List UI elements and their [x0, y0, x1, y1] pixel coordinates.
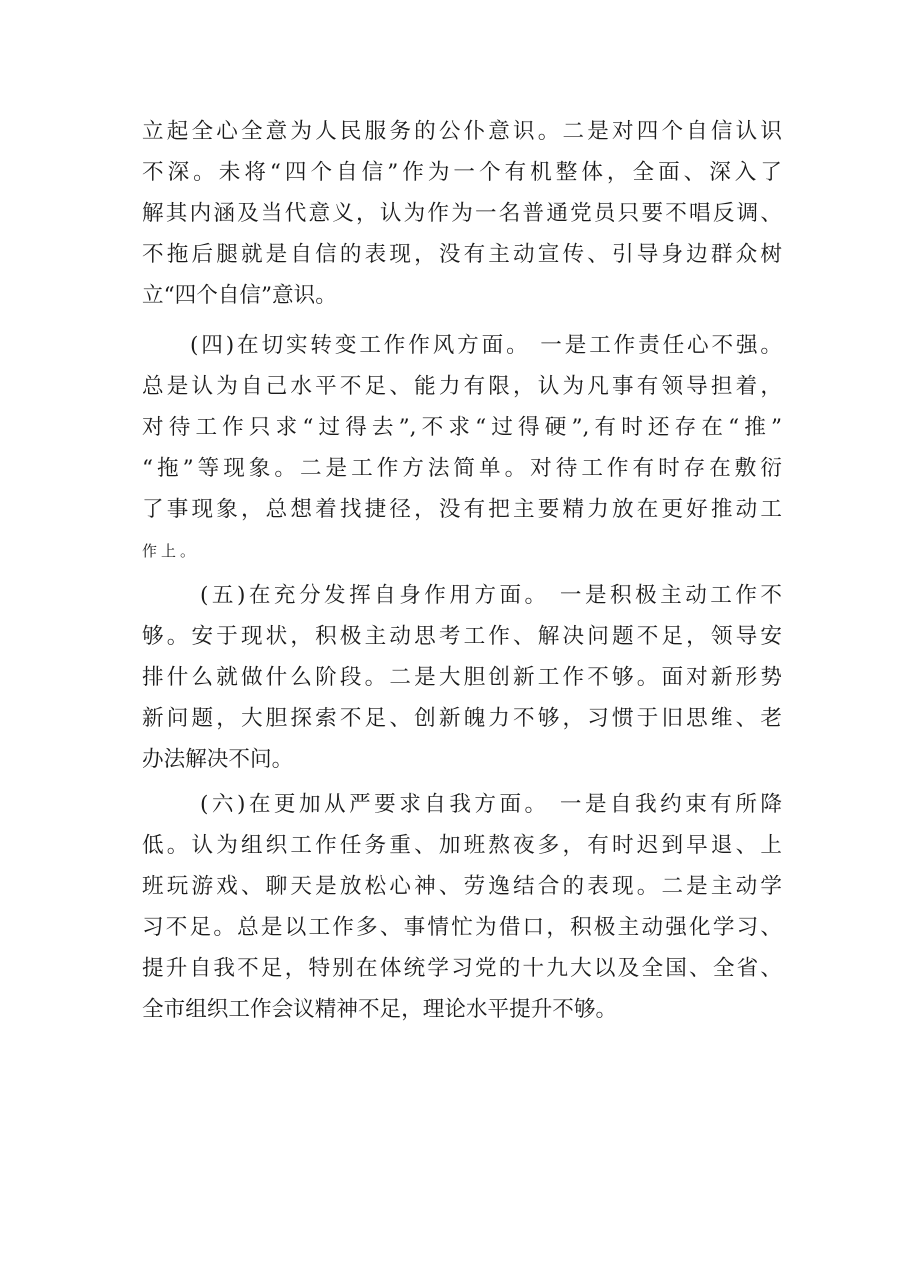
text-line: 办法解决不问。 [142, 747, 294, 772]
paragraph-heading-line: (五)在充分发挥自身作用方面。 一是积极主动工作不 [200, 583, 782, 608]
text-line: 不拖后腿就是自信的表现，没有主动宣传、引导身边群众树 [142, 242, 782, 267]
text-line: 解其内涵及当代意义，认为作为一名普通党员只要不唱反调、 [142, 201, 782, 226]
text-line: 立“四个自信”意识。 [142, 283, 337, 308]
text-line: 不深。未将“四个自信”作为一个有机整体，全面、深入了 [142, 160, 782, 185]
text-line: “拖”等现象。二是工作方法简单。对待工作有时存在敷衍 [142, 456, 782, 481]
text-line: 全市组织工作会议精神不足，理论水平提升不够。 [142, 997, 618, 1022]
text-line: 立起全心全意为人民服务的公仆意识。二是对四个自信认识 [142, 119, 782, 144]
text-line: 提升自我不足，特别在体统学习党的十九大以及全国、全省、 [142, 956, 782, 981]
paragraph-heading-line: (六)在更加从严要求自我方面。 一是自我约束有所降 [200, 792, 782, 817]
text-line: 新问题，大胆探索不足、创新魄力不够，习惯于旧思维、老 [142, 706, 782, 731]
text-line: 习不足。总是以工作多、事情忙为借口，积极主动强化学习、 [142, 915, 782, 940]
text-line: 够。安于现状，积极主动思考工作、解决问题不足，领导安 [142, 624, 782, 649]
paragraph-heading-line: (四)在切实转变工作作风方面。 一是工作责任心不强。 [190, 333, 782, 358]
text-line: 排什么就做什么阶段。二是大胆创新工作不够。面对新形势 [142, 665, 782, 690]
text-line: 总是认为自己水平不足、能力有限，认为凡事有领导担着， [142, 374, 782, 399]
text-line: 对待工作只求“过得去”,不求“过得硬”,有时还存在“推” [142, 415, 782, 440]
text-line: 低。认为组织工作任务重、加班熬夜多，有时迟到早退、上 [142, 833, 782, 858]
text-line: 了事现象，总想着找捷径，没有把主要精力放在更好推动工 [142, 497, 782, 522]
text-line: 班玩游戏、聊天是放松心神、劳逸结合的表现。二是主动学 [142, 874, 782, 899]
text-line: 作上。 [142, 542, 200, 560]
